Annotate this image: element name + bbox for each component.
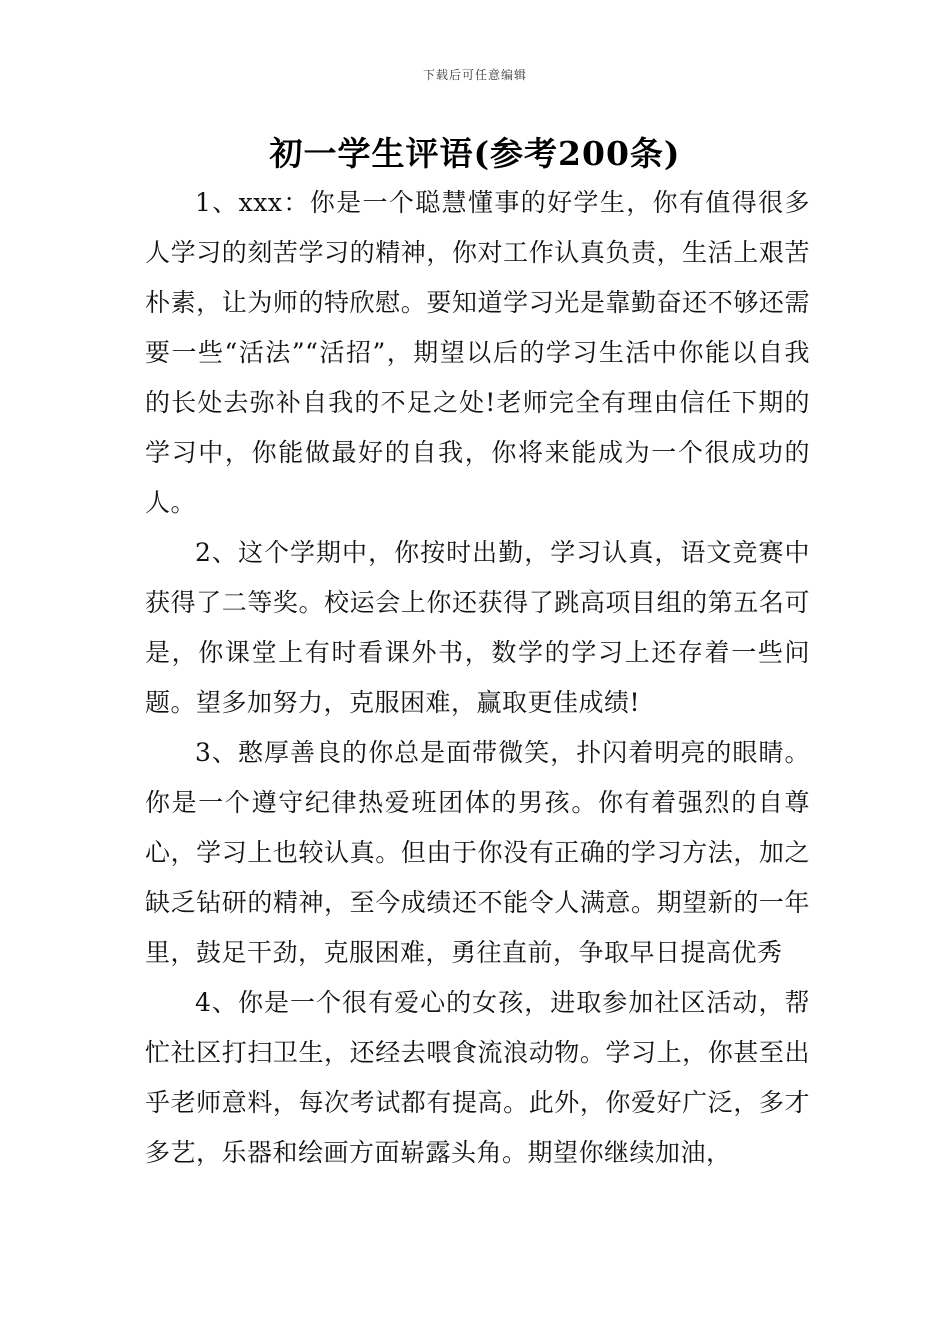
document-body <box>145 178 810 1178</box>
header-note: 下载后可任意编辑 <box>422 68 527 82</box>
comment-paragraph-4: 4、你是一个很有爱心的女孩，进取参加社区活动，帮忙社区打扫卫生，还经去喂食流浪动物。学习上，你甚至出乎老师意料，每次考试都有提高。此外，你爱好广泛，多才多艺，乐器和绘画方面崭露头角。期望你继续加油， <box>145 988 810 1167</box>
comment-paragraph-2: 2、这个学期中，你按时出勤，学习认真，语文竞赛中获得了二等奖。校运会上你还获得了跳高项目组的第五名可是，你课堂上有时看课外书，数学的学习上还存着一些问题。望多加努力，克服困难，赢取更佳成绩! <box>145 538 810 717</box>
comment-paragraph-3: 3、憨厚善良的你总是面带微笑，扑闪着明亮的眼睛。你是一个遵守纪律热爱班团体的男孩。你有着强烈的自尊心，学习上也较认真。但由于你没有正确的学习方法，加之缺乏钻研的精神，至今成绩还不能令人满意。期望新的一年里，鼓足干劲，克服困难，勇往直前，争取早日提高优秀 <box>145 738 810 967</box>
document-title: 初一学生评语(参考200条) <box>269 134 681 173</box>
comment-paragraph-1: 1、xxx：你是一个聪慧懂事的好学生，你有值得很多人学习的刻苦学习的精神，你对工作认真负责，生活上艰苦朴素，让为师的特欣慰。要知道学习光是靠勤奋还不够还需要一些“活法”“活招”，期望以后的学习生活中你能以自我的长处去弥补自我的不足之处!老师完全有理由信任下期的学习中，你能做最好的自我，你将来能成为一个很成功的人。 <box>145 188 810 517</box>
